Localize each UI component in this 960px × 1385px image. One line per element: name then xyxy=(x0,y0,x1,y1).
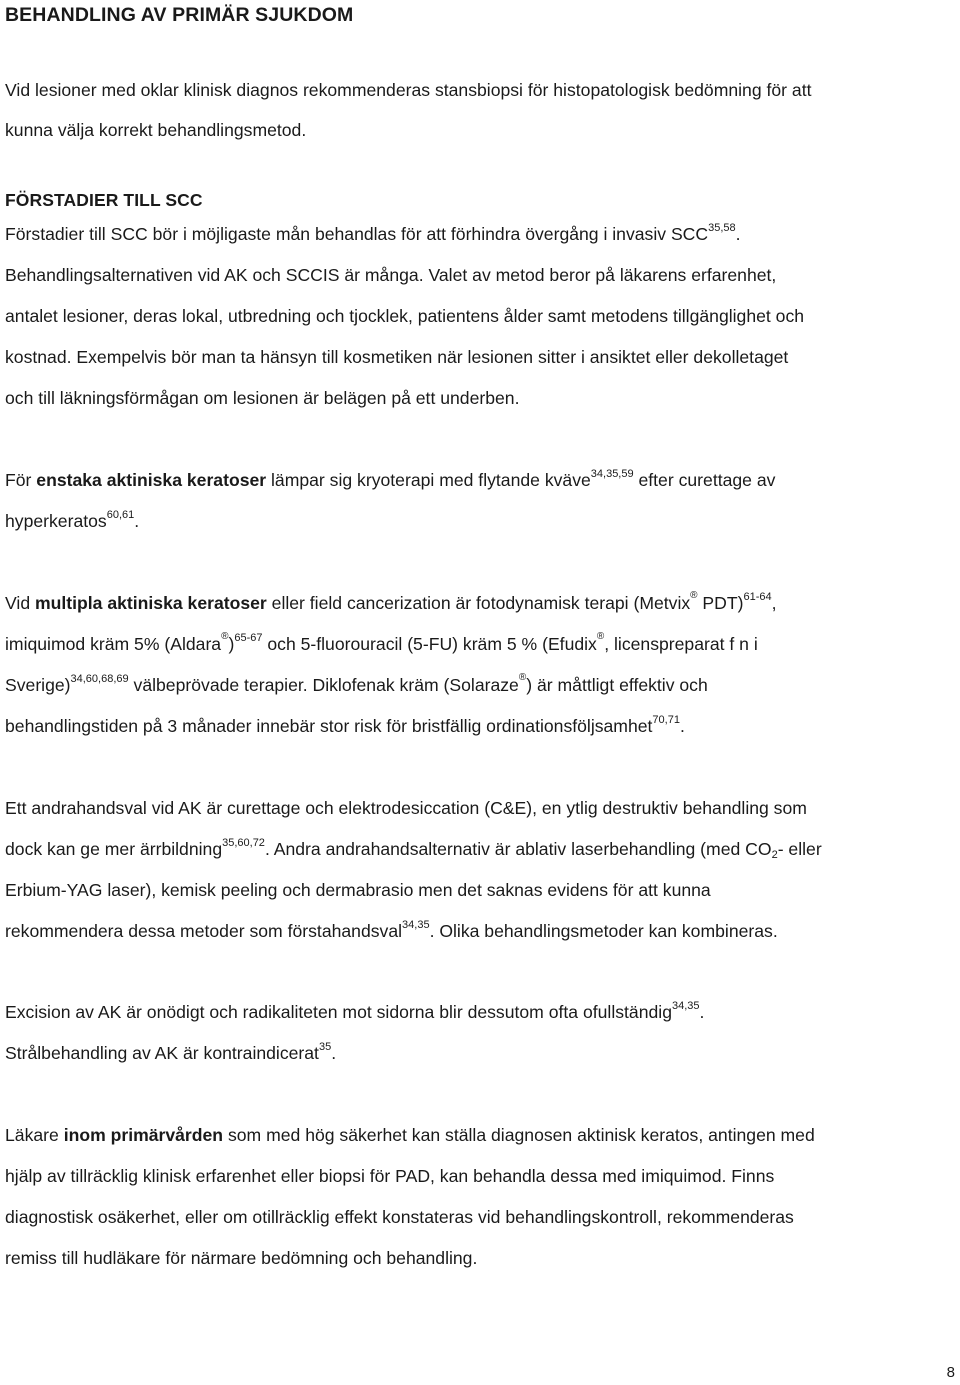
text-span: . Andra andrahandsalternativ är ablativ laserbehandling (med CO xyxy=(264,839,772,859)
registered-mark: ® xyxy=(690,590,698,601)
text-span: rekommendera dessa metoder som förstahandsval xyxy=(5,921,403,941)
text-span: Förstadier till SCC bör i möjligaste mån behandlas för att förhindra övergång i invasiv SCC xyxy=(5,224,709,244)
text-span: - eller xyxy=(777,839,822,859)
reference-superscript: 34,60,68,69 xyxy=(70,673,129,685)
text-span: lämpar sig kryoterapi med flytande kväve xyxy=(266,470,591,490)
text-span: efter curettage av xyxy=(633,470,776,490)
text-line: Erbium-YAG laser), kemisk peeling och dermabrasio men det saknas evidens för att kunna xyxy=(5,880,711,900)
text-span: välbeprövade terapier. Diklofenak kräm (Solaraze xyxy=(128,675,519,695)
text-span: , xyxy=(771,593,777,613)
text-line xyxy=(5,911,955,952)
text-span: Strålbehandling av AK är kontraindicerat xyxy=(5,1043,319,1063)
text-span: Sverige) xyxy=(5,675,71,695)
page-heading: BEHANDLING AV PRIMÄR SJUKDOM xyxy=(5,4,354,26)
text-line xyxy=(5,1033,955,1074)
text-span: Vid xyxy=(5,593,35,613)
text-line: hjälp av tillräcklig klinisk erfarenhet eller biopsi för PAD, kan behandla dessa med imiquimod. Finns xyxy=(5,1166,775,1186)
registered-mark: ® xyxy=(518,672,527,683)
text-span: . Olika behandlingsmetoder kan kombineras. xyxy=(429,921,778,941)
text-line: Vid lesioner med oklar klinisk diagnos rekommenderas stansbiopsi för histopatologisk bedömning för att xyxy=(5,80,812,100)
text-line xyxy=(5,460,955,501)
text-span: imiquimod kräm 5% (Aldara xyxy=(5,634,222,654)
text-span: och 5-fluorouracil (5-FU) kräm 5 % (Efudix xyxy=(262,634,597,654)
registered-mark: ® xyxy=(221,631,229,642)
bold-term: enstaka aktiniska keratoser xyxy=(36,470,267,490)
reference-superscript: 65-67 xyxy=(234,632,263,644)
paragraph-biopsy xyxy=(5,70,955,150)
reference-superscript: 34,35 xyxy=(402,919,430,931)
text-span: ) är måttligt effektiv och xyxy=(526,675,708,695)
text-line: remiss till hudläkare för närmare bedömning och behandling. xyxy=(5,1248,478,1268)
text-line xyxy=(5,829,955,870)
paragraph-scc-precursors xyxy=(5,214,955,419)
text-line: Ett andrahandsval vid AK är curettage och elektrodesiccation (C&E), en ytlig destruktiv behandling som xyxy=(5,798,807,818)
reference-superscript: 35 xyxy=(318,1041,332,1053)
text-line: kunna välja korrekt behandlingsmetod. xyxy=(5,120,307,140)
paragraph-multiple-keratoses xyxy=(5,583,955,747)
text-line: Behandlingsalternativen vid AK och SCCIS är många. Valet av metod beror på läkarens erfarenhet, xyxy=(5,265,777,285)
reference-superscript: 34,35,59 xyxy=(590,468,634,480)
text-span: hyperkeratos xyxy=(5,511,107,531)
text-line: antalet lesioner, deras lokal, utbredning och tjocklek, patientens ålder samt metodens tillgänglighet och xyxy=(5,306,805,326)
text-line xyxy=(5,214,955,255)
text-span: som med hög säkerhet kan ställa diagnosen aktinisk keratos, antingen med xyxy=(223,1125,815,1145)
paragraph-primary-care xyxy=(5,1115,955,1279)
text-span: PDT) xyxy=(697,593,744,613)
text-line xyxy=(5,992,955,1033)
text-line: och till läkningsförmågan om lesionen är belägen på ett underben. xyxy=(5,388,520,408)
text-line: kostnad. Exempelvis bör man ta hänsyn till kosmetiken när lesionen sitter i ansiktet eller dekolletaget xyxy=(5,347,789,367)
text-line xyxy=(5,706,955,747)
text-line: diagnostisk osäkerhet, eller om otillräcklig effekt konstateras vid behandlingskontroll, rekommenderas xyxy=(5,1207,794,1227)
registered-mark: ® xyxy=(596,631,605,642)
text-span: . xyxy=(699,1002,705,1022)
bold-term: multipla aktiniska keratoser xyxy=(35,593,267,613)
bold-term: inom primärvården xyxy=(63,1125,224,1145)
text-span: behandlingstiden på 3 månader innebär stor risk för bristfällig ordinationsföljsamhet xyxy=(5,716,653,736)
text-span: , licenspreparat f n i xyxy=(604,634,758,654)
text-line xyxy=(5,624,955,665)
text-span: För xyxy=(5,470,37,490)
reference-superscript: 35,58 xyxy=(708,222,736,234)
reference-superscript: 34,35 xyxy=(671,1000,700,1012)
reference-superscript: 70,71 xyxy=(652,714,680,726)
paragraph-excision xyxy=(5,992,955,1074)
paragraph-single-keratoses xyxy=(5,460,955,542)
text-span: Läkare xyxy=(5,1125,64,1145)
reference-superscript: 35,60,72 xyxy=(222,837,265,849)
text-span: Excision av AK är onödigt och radikaliteten mot sidorna blir dessutom ofta ofullständig xyxy=(5,1002,672,1022)
text-line xyxy=(5,583,955,624)
reference-superscript: 61-64 xyxy=(743,591,772,603)
text-span: dock kan ge mer ärrbildning xyxy=(5,839,223,859)
text-span: . xyxy=(679,716,685,736)
text-line xyxy=(5,1115,955,1156)
text-line xyxy=(5,501,955,542)
text-span: eller field cancerization är fotodynamisk terapi (Metvix xyxy=(266,593,691,613)
paragraph-second-line xyxy=(5,788,955,952)
text-line xyxy=(5,665,955,706)
subscript: 2 xyxy=(771,849,778,861)
reference-superscript: 60,61 xyxy=(106,509,135,521)
page-number: 8 xyxy=(946,1364,955,1381)
text-span: . xyxy=(331,1043,337,1063)
section-heading: FÖRSTADIER TILL SCC xyxy=(5,190,203,210)
text-span: ) xyxy=(228,634,235,654)
text-span: . xyxy=(134,511,140,531)
text-span: . xyxy=(735,224,741,244)
